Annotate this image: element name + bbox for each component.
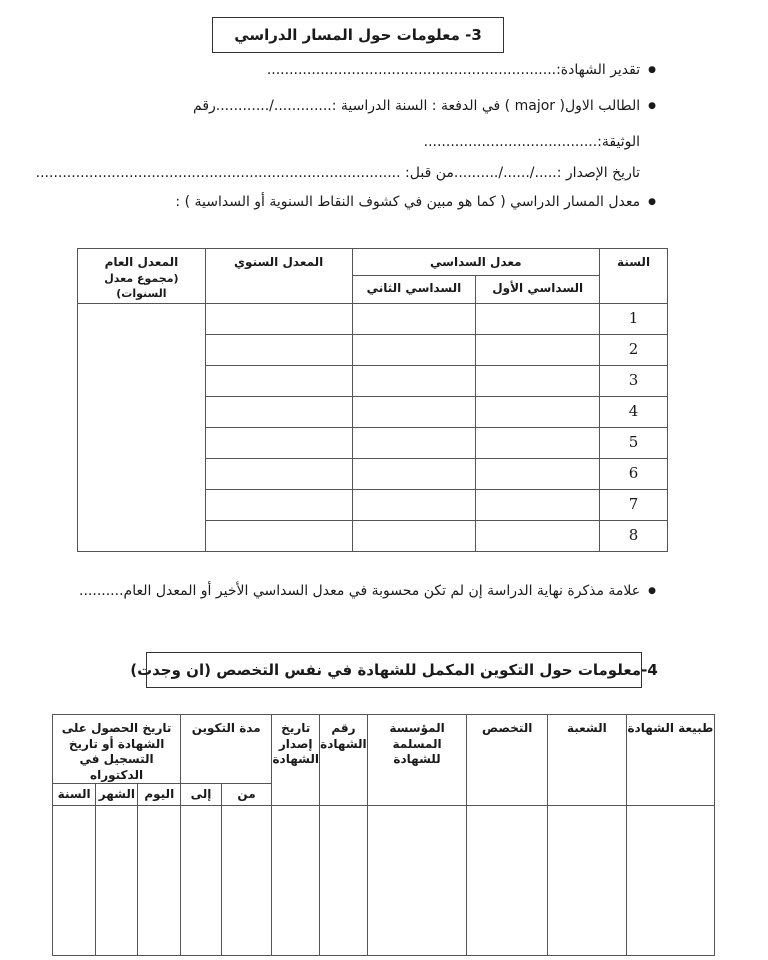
th-day: اليوم <box>138 784 181 806</box>
line-grade-text: تقدير الشهادة:................................................................. <box>266 62 641 78</box>
cell[interactable] <box>352 459 476 490</box>
line-major-text: الطالب الاول( major ) في الدفعة : السنة الدراسية :............./............رقم <box>193 98 641 114</box>
cell[interactable] <box>467 806 547 956</box>
cell[interactable] <box>352 428 476 459</box>
th-to: إلى <box>181 784 222 806</box>
cell[interactable] <box>547 806 626 956</box>
th-cert-type: طبيعة الشهادة <box>626 715 714 806</box>
grades-table <box>77 248 668 552</box>
th-year: السنة <box>600 249 668 304</box>
year-cell: 1 <box>600 304 668 335</box>
cell[interactable] <box>320 806 368 956</box>
cell[interactable] <box>96 806 138 956</box>
cell[interactable] <box>476 521 600 552</box>
th-general-avg-label: المعدل العام <box>104 255 179 269</box>
cell[interactable] <box>476 490 600 521</box>
cell[interactable] <box>476 428 600 459</box>
year-cell: 6 <box>600 459 668 490</box>
th-issue-date: تاريخ إصدار الشهادة <box>272 715 320 806</box>
cell[interactable] <box>272 806 320 956</box>
cell[interactable] <box>476 459 600 490</box>
cell[interactable] <box>476 366 600 397</box>
th-annual-avg: المعدل السنوي <box>205 249 352 304</box>
cell[interactable] <box>626 806 714 956</box>
th-cert-number: رقم الشهادة <box>320 715 368 806</box>
th-year2: السنة <box>53 784 96 806</box>
th-branch: الشعبة <box>547 715 626 806</box>
th-obtain-date: تاريخ الحصول على الشهادة أو تاريخ التسجيل في الدكتوراه <box>53 715 181 784</box>
section3-title: 3- معلومات حول المسار الدراسي <box>212 17 504 53</box>
cell[interactable] <box>205 490 352 521</box>
line-document: الوثيقة:....................................... <box>423 134 640 150</box>
cell[interactable] <box>205 459 352 490</box>
year-cell: 4 <box>600 397 668 428</box>
th-from: من <box>221 784 271 806</box>
cell[interactable] <box>221 806 271 956</box>
general-avg-cell[interactable] <box>78 304 206 552</box>
cell[interactable] <box>352 490 476 521</box>
th-general-avg <box>78 249 206 304</box>
year-cell: 5 <box>600 428 668 459</box>
line-major <box>193 98 656 114</box>
th-duration: مدة التكوين <box>181 715 272 784</box>
cell[interactable] <box>53 806 96 956</box>
training-table <box>52 714 715 956</box>
year-cell: 3 <box>600 366 668 397</box>
th-specialty: التخصص <box>467 715 547 806</box>
cell[interactable] <box>205 521 352 552</box>
line-thesis-text: علامة مذكرة نهاية الدراسة إن لم تكن محسوبة في معدل السداسي الأخير أو المعدل العام.......... <box>79 583 641 599</box>
th-month: الشهر <box>96 784 138 806</box>
cell[interactable] <box>181 806 222 956</box>
year-cell: 7 <box>600 490 668 521</box>
cell[interactable] <box>205 304 352 335</box>
year-cell: 2 <box>600 335 668 366</box>
th-first-sem: السداسي الأول <box>476 276 600 304</box>
cell[interactable] <box>138 806 181 956</box>
cell[interactable] <box>205 335 352 366</box>
section4-title: 4-معلومات حول التكوين المكمل للشهادة في نفس التخصص (ان وجدت) <box>146 652 642 688</box>
cell[interactable] <box>476 304 600 335</box>
cell[interactable] <box>205 428 352 459</box>
line-issue: تاريخ الإصدار :...../....../..........من قبل: .................................................................................. <box>35 165 640 181</box>
cell[interactable] <box>205 366 352 397</box>
th-semester-avg: معدل السداسي <box>352 249 600 276</box>
th-second-sem: السداسي الثاني <box>352 276 476 304</box>
line-thesis <box>79 583 656 599</box>
line-average-text: معدل المسار الدراسي ( كما هو مبين في كشوف النقاط السنوية أو السداسية ) : <box>175 194 641 210</box>
cell[interactable] <box>352 397 476 428</box>
line-average <box>175 194 656 210</box>
cell[interactable] <box>352 335 476 366</box>
cell[interactable] <box>352 304 476 335</box>
year-cell: 8 <box>600 521 668 552</box>
cell[interactable] <box>205 397 352 428</box>
cell[interactable] <box>367 806 467 956</box>
cell[interactable] <box>352 521 476 552</box>
th-institution: المؤسسة المسلمة للشهادة <box>367 715 467 806</box>
th-general-note: (مجموع معدل السنوات) <box>104 271 179 301</box>
cell[interactable] <box>352 366 476 397</box>
cell[interactable] <box>476 397 600 428</box>
line-grade <box>267 62 656 78</box>
cell[interactable] <box>476 335 600 366</box>
